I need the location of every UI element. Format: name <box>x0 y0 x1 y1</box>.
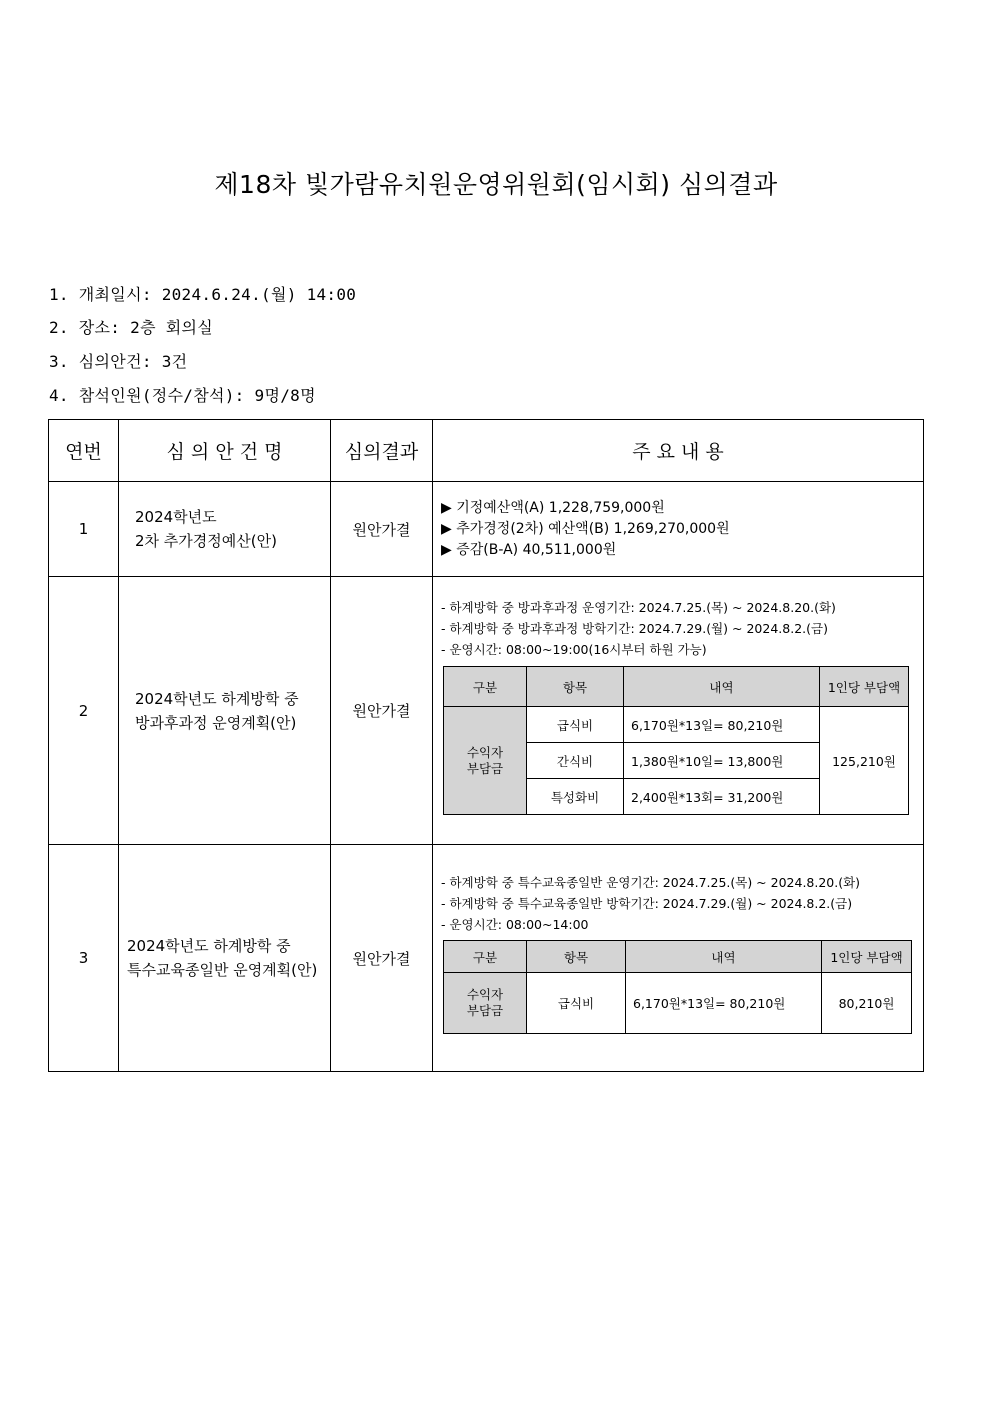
fee-category-line: 수익자 <box>466 987 504 1002</box>
results-table-header <box>49 420 924 482</box>
fee-detail: 6,170원*13일= 80,210원 <box>624 707 820 743</box>
info-agenda-count: 3. 심의안건: 3건 <box>49 352 188 371</box>
header-no: 연번 <box>49 420 119 482</box>
fee-header-per-person: 1인당 부담액 <box>820 667 909 707</box>
fee-category-line: 수익자 <box>466 744 504 760</box>
table-row <box>49 845 924 1072</box>
fee-category-line: 부담금 <box>466 1003 504 1018</box>
agenda-line: 2024학년도 하계방학 중 <box>127 937 291 955</box>
fee-item: 간식비 <box>527 743 624 779</box>
fee-category-line: 부담금 <box>466 760 504 776</box>
content-bullet: ▶ 기정예산액(A) 1,228,759,000원 <box>441 499 665 516</box>
fee-header-category: 구분 <box>444 667 527 707</box>
document-title: 제18차 빛가람유치원운영위원회(임시회) 심의결과 <box>214 170 778 199</box>
info-meeting-datetime: 1. 개최일시: 2024.6.24.(월) 14:00 <box>49 285 357 304</box>
row-result: 원안가결 <box>331 482 433 577</box>
results-table <box>48 419 924 1072</box>
content-line: - 하계방학 중 방과후과정 운영기간: 2024.7.25.(목) ~ 2024.8.20.(화) <box>441 600 836 615</box>
fee-total: 80,210원 <box>822 973 912 1034</box>
agenda-line: 특수교육종일반 운영계획(안) <box>127 961 318 979</box>
fee-header-detail: 내역 <box>626 941 822 973</box>
agenda-line: 2차 추가경정예산(안) <box>135 532 277 550</box>
fee-header-per-person: 1인당 부담액 <box>822 941 912 973</box>
row-content <box>433 845 924 1072</box>
fee-item: 급식비 <box>527 707 624 743</box>
agenda-line: 2024학년도 하계방학 중 <box>135 689 299 708</box>
fee-row <box>444 707 909 743</box>
fee-category <box>444 973 527 1034</box>
table-row <box>49 577 924 845</box>
row-content <box>433 577 924 845</box>
fee-total: 125,210원 <box>820 707 909 815</box>
fee-table <box>443 666 909 815</box>
fee-header-item: 항목 <box>527 667 624 707</box>
fee-detail: 2,400원*13회= 31,200원 <box>624 779 820 815</box>
content-line: - 하계방학 중 방과후과정 방학기간: 2024.7.29.(월) ~ 2024.8.2.(금) <box>441 621 828 636</box>
header-content: 주 요 내 용 <box>433 420 924 482</box>
fee-header-category: 구분 <box>444 941 527 973</box>
fee-item: 특성화비 <box>527 779 624 815</box>
agenda-line: 2024학년도 <box>135 508 217 526</box>
content-line: - 하계방학 중 특수교육종일반 운영기간: 2024.7.25.(목) ~ 2024.8.20.(화) <box>441 875 861 890</box>
agenda-line: 방과후과정 운영계획(안) <box>135 713 297 732</box>
fee-item: 급식비 <box>527 973 626 1034</box>
fee-header-item: 항목 <box>527 941 626 973</box>
content-line: - 하계방학 중 특수교육종일반 방학기간: 2024.7.29.(월) ~ 2024.8.2.(금) <box>441 896 853 911</box>
header-agenda: 심 의 안 건 명 <box>119 420 331 482</box>
info-attendance: 4. 참석인원(정수/참석): 9명/8명 <box>49 386 316 405</box>
fee-header-detail: 내역 <box>624 667 820 707</box>
header-result: 심의결과 <box>331 420 433 482</box>
row-agenda <box>119 845 331 1072</box>
row-agenda <box>119 577 331 845</box>
content-line: - 운영시간: 08:00~14:00 <box>441 917 589 932</box>
table-row <box>49 482 924 577</box>
info-location: 2. 장소: 2층 회의실 <box>49 318 214 337</box>
row-content <box>433 482 924 577</box>
fee-detail: 1,380원*10일= 13,800원 <box>624 743 820 779</box>
row-agenda <box>119 482 331 577</box>
fee-detail: 6,170원*13일= 80,210원 <box>626 973 822 1034</box>
row-no: 2 <box>49 577 119 845</box>
fee-table-header <box>444 941 912 973</box>
fee-table <box>443 940 912 1034</box>
row-result: 원안가결 <box>331 845 433 1072</box>
fee-row <box>444 973 912 1034</box>
fee-category <box>444 707 527 815</box>
content-line: - 운영시간: 08:00~19:00(16시부터 하원 가능) <box>441 642 707 657</box>
row-no: 3 <box>49 845 119 1072</box>
row-result: 원안가결 <box>331 577 433 845</box>
content-bullet: ▶ 추가경정(2차) 예산액(B) 1,269,270,000원 <box>441 520 730 537</box>
content-bullet: ▶ 증감(B-A) 40,511,000원 <box>441 541 617 558</box>
row-no: 1 <box>49 482 119 577</box>
fee-table-header <box>444 667 909 707</box>
